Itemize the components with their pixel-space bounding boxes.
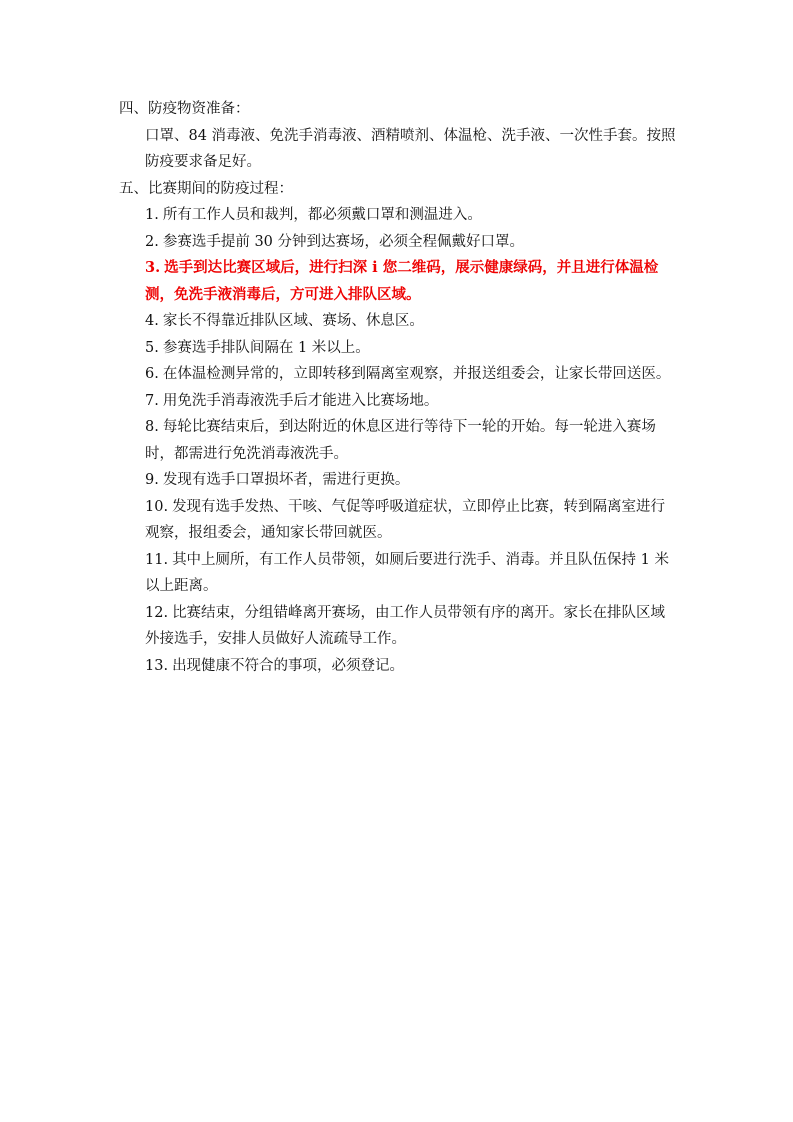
- list-item-4: [119, 308, 679, 335]
- document-content: [119, 96, 679, 679]
- list-item-7: [119, 388, 679, 415]
- section-5-list: [119, 202, 679, 679]
- item-text: 参赛选手排队间隔在 1 米以上。: [162, 339, 370, 356]
- list-item-6: [119, 361, 679, 388]
- item-text: 出现健康不符合的事项，必须登记。: [172, 657, 405, 674]
- section-4-body: 口罩、84 消毒液、免洗手消毒液、酒精喷剂、体温枪、洗手液、一次性手套。按照防疫要求备足好。: [145, 127, 676, 170]
- item-text: 用免洗手消毒液洗手后才能进入比赛场地。: [162, 392, 439, 409]
- list-item-5: [119, 335, 679, 362]
- item-text: 家长不得靠近排队区域、赛场、休息区。: [162, 313, 424, 329]
- item-text: 所有工作人员和裁判，都必须戴口罩和测温进入。: [162, 207, 482, 223]
- item-number: 12.: [145, 604, 169, 621]
- item-number: 8.: [145, 419, 159, 435]
- item-number: 13.: [145, 657, 169, 674]
- item-number: 9.: [145, 472, 159, 488]
- item-text: 发现有选手口罩损坏者，需进行更换。: [162, 472, 410, 488]
- item-number: 4.: [145, 313, 159, 329]
- item-number: 2.: [145, 233, 159, 250]
- item-number: 7.: [145, 392, 159, 409]
- item-number: 5.: [145, 339, 159, 356]
- list-item-8: [119, 414, 679, 467]
- list-item-10: [119, 494, 679, 547]
- item-text: 比赛结束，分组错峰离开赛场，由工作人员带领有序的离开。家长在排队区域外接选手，安排人员做好人流疏导工作。: [145, 604, 666, 647]
- section-4-heading: 四、防疫物资准备：: [119, 101, 250, 117]
- item-number: 1.: [145, 207, 159, 223]
- item-text: 每轮比赛结束后，到达附近的休息区进行等待下一轮的开始。每一轮进入赛场时，都需进行免洗消毒液洗手。: [145, 419, 656, 462]
- list-item-13: [119, 653, 679, 680]
- item-text: 在体温检测异常的，立即转移到隔离室观察，并报送组委会，让家长带回送医。: [162, 366, 671, 382]
- list-item-11: [119, 547, 679, 600]
- list-item-9: [119, 467, 679, 494]
- item-text: 选手到达比赛区域后，进行扫深 i 您二维码，展示健康绿码，并且进行体温检测，免洗手液消毒后，方可进入排队区域。: [145, 259, 659, 303]
- list-item-3-highlighted: [119, 255, 679, 308]
- item-text: 发现有选手发热、干咳、气促等呼吸道症状，立即停止比赛，转到隔离室进行观察，报组委会，通知家长带回就医。: [145, 498, 666, 541]
- item-number: 11.: [145, 551, 169, 568]
- item-number: 6.: [145, 366, 159, 382]
- section-5-heading: 五、比赛期间的防疫过程：: [119, 180, 293, 197]
- item-number: 3.: [145, 259, 161, 276]
- item-text: 其中上厕所，有工作人员带领，如厕后要进行洗手、消毒。并且队伍保持 1 米以上距离。: [145, 551, 670, 594]
- list-item-1: [119, 202, 679, 229]
- list-item-2: [119, 229, 679, 256]
- item-text: 参赛选手提前 30 分钟到达赛场，必须全程佩戴好口罩。: [162, 233, 525, 250]
- item-number: 10.: [145, 498, 169, 515]
- list-item-12: [119, 600, 679, 653]
